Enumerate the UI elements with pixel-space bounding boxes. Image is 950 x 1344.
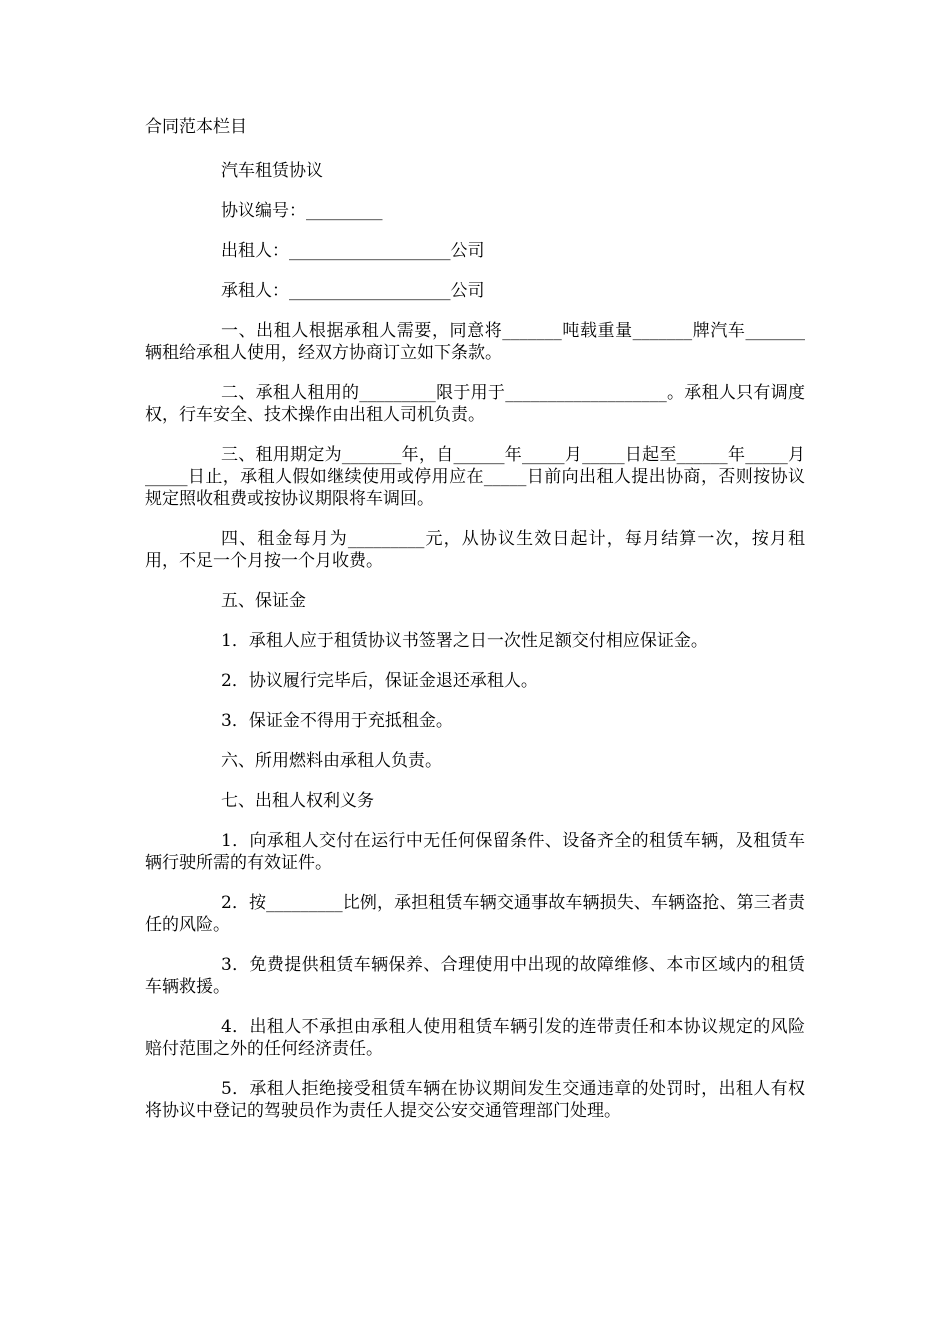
clause-6: 六、所用燃料由承租人负责。 (221, 751, 442, 771)
clause-7-item-4: 4．出租人不承担由承租人使用租赁车辆引发的连带责任和本协议规定的风险赔付范围之外的任何经济责任。 (145, 1017, 805, 1059)
document-header: 合同范本栏目 (145, 117, 247, 137)
clause-7-heading: 七、出租人权利义务 (221, 791, 374, 811)
clause-5-item-3: 3．保证金不得用于充抵租金。 (221, 711, 453, 731)
lessee-line: 承租人：___________________公司 (221, 281, 485, 301)
clause-7-item-2: 2．按_________比例，承担租赁车辆交通事故车辆损失、车辆盗抢、第三者责任的风险。 (145, 893, 805, 935)
clause-7-item-3: 3．免费提供租赁车辆保养、合理使用中出现的故障维修、本市区域内的租赁车辆救援。 (145, 955, 805, 997)
clause-7-item-1: 1．向承租人交付在运行中无任何保留条件、设备齐全的租赁车辆，及租赁车辆行驶所需的有效证件。 (145, 831, 805, 873)
agreement-number: 协议编号：_________ (221, 201, 383, 221)
clause-7-item-5: 5．承租人拒绝接受租赁车辆在协议期间发生交通违章的处罚时，出租人有权将协议中登记的驾驶员作为责任人提交公安交通管理部门处理。 (145, 1079, 805, 1121)
clause-1: 一、出租人根据承租人需要，同意将_______吨载重量_______牌汽车_______辆租给承租人使用，经双方协商订立如下条款。 (145, 321, 805, 363)
clause-3: 三、租用期定为_______年，自______年_____月_____日起至______年_____月_____日止，承租人假如继续使用或停用应在_____日前向出租人提出协商，否则按协议规定照收租费或按协议期限将车调回。 (145, 445, 805, 509)
clause-2: 二、承租人租用的_________限于用于___________________。承租人只有调度权，行车安全、技术操作由出租人司机负责。 (145, 383, 805, 425)
clause-5-item-1: 1．承租人应于租赁协议书签署之日一次性足额交付相应保证金。 (221, 631, 708, 651)
lessor-line: 出租人：___________________公司 (221, 241, 485, 261)
agreement-title: 汽车租赁协议 (221, 161, 323, 181)
clause-5-item-2: 2．协议履行完毕后，保证金退还承租人。 (221, 671, 538, 691)
clause-4: 四、租金每月为_________元，从协议生效日起计，每月结算一次，按月租用，不足一个月按一个月收费。 (145, 529, 805, 571)
clause-5-heading: 五、保证金 (221, 591, 306, 611)
document-body (145, 160, 805, 1140)
